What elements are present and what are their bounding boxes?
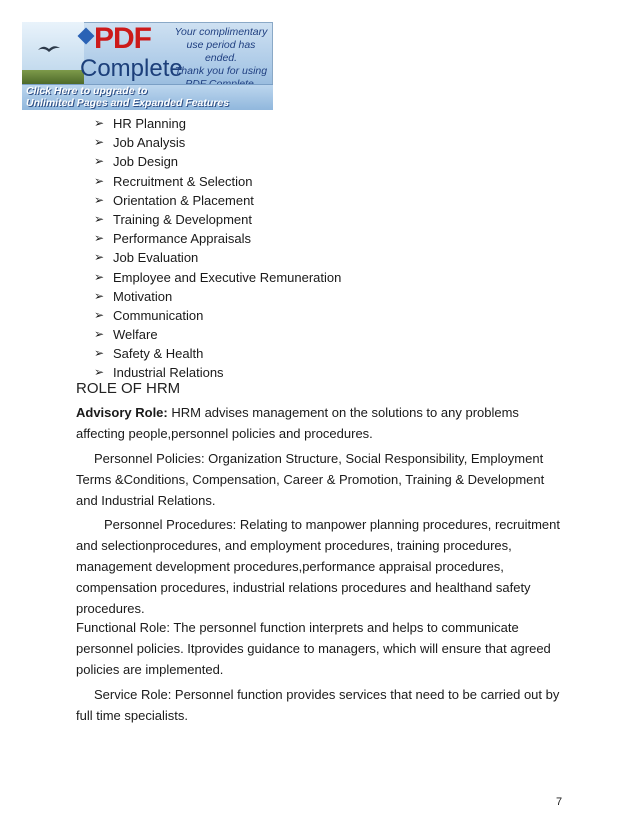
pdf-complete-banner[interactable] (22, 22, 273, 110)
advisory-role-paragraph (76, 402, 564, 444)
list-item-text: Performance Appraisals (113, 231, 252, 247)
bird-icon (38, 44, 60, 54)
arrow-bullet-icon: ➢ (94, 211, 105, 226)
list-item-text: Job Analysis (113, 135, 186, 151)
arrow-bullet-icon: ➢ (94, 135, 105, 150)
arrow-bullet-icon: ➢ (94, 346, 105, 361)
list-item-text: Safety & Health (113, 346, 204, 362)
banner-message-line: Thank you for using (174, 65, 268, 77)
list-item (94, 306, 341, 325)
list-item (94, 248, 341, 267)
list-item (94, 287, 341, 306)
banner-message-line: use period has ended. (186, 39, 256, 64)
upgrade-line: Click Here to upgrade to (26, 85, 148, 97)
banner-message-line: Your complimentary (174, 26, 268, 38)
list-item (94, 344, 341, 363)
list-item-text: Welfare (113, 327, 158, 343)
arrow-bullet-icon: ➢ (94, 192, 105, 207)
list-item (94, 172, 341, 191)
banner-message (172, 26, 270, 91)
list-item-text: Motivation (113, 288, 173, 304)
arrow-bullet-icon: ➢ (94, 269, 105, 284)
personnel-procedures-paragraph: Personnel Procedures: Relating to manpower planning procedures, recruitment and selectionprocedures, and employment procedures, training procedures, management development procedures,performance appraisal procedures, compensation procedures, industrial relations procedures and healthand safety procedures. (76, 517, 560, 616)
list-item (94, 268, 341, 287)
arrow-bullet-icon: ➢ (94, 307, 105, 322)
grass-decoration (22, 70, 84, 84)
list-item-text: Job Evaluation (113, 250, 199, 266)
advisory-role-label: Advisory Role: (76, 405, 168, 420)
advisory-role-text: HRM advises management on the solutions to any problems affecting people,personnel policies and procedures. (76, 405, 519, 441)
arrow-bullet-icon: ➢ (94, 365, 105, 380)
list-item-text: Industrial Relations (113, 365, 224, 381)
arrow-bullet-icon: ➢ (94, 231, 105, 246)
arrow-bullet-icon: ➢ (94, 154, 105, 169)
list-item (94, 210, 341, 229)
logo-pdf-text: PDF (94, 22, 151, 55)
list-item (94, 325, 341, 344)
arrow-bullet-icon: ➢ (94, 173, 105, 188)
banner-photo (22, 22, 84, 84)
functional-role-paragraph: Functional Role: The personnel function interprets and helps to communicate personnel policies. Itprovides guidance to managers, which will ensure that agreed policies are implemented. (76, 620, 551, 677)
list-item-text: HR Planning (113, 116, 186, 131)
list-item-text: Communication (113, 307, 204, 323)
arrow-bullet-icon: ➢ (94, 116, 105, 130)
list-item (94, 191, 341, 210)
personnel-policies-paragraph: Personnel Policies: Organization Structure, Social Responsibility, Employment Terms &Conditions, Compensation, Career & Promotion, Training & Development and Industrial Relations. (76, 451, 545, 508)
arrow-bullet-icon: ➢ (94, 327, 105, 342)
list-item (94, 152, 341, 171)
service-role-paragraph: Service Role: Personnel function provides services that need to be carried out by full time specialists. (76, 687, 560, 723)
arrow-bullet-icon: ➢ (94, 288, 105, 303)
list-item (94, 229, 341, 248)
list-item (94, 133, 341, 152)
hr-functions-list (94, 114, 341, 383)
logo-complete-text: Complete (80, 55, 183, 82)
upgrade-line: Unlimited Pages and Expanded Features (26, 97, 230, 109)
upgrade-link[interactable] (22, 84, 273, 110)
section-heading: ROLE OF HRM (76, 380, 181, 397)
page-number: 7 (556, 796, 563, 808)
arrow-bullet-icon: ➢ (94, 250, 105, 265)
list-item (94, 114, 341, 133)
list-item-text: Orientation & Placement (113, 192, 254, 208)
list-item-text: Job Design (113, 154, 179, 170)
list-item-text: Recruitment & Selection (113, 173, 253, 189)
list-item-text: Employee and Executive Remuneration (113, 269, 342, 285)
list-item-text: Training & Development (113, 211, 252, 227)
